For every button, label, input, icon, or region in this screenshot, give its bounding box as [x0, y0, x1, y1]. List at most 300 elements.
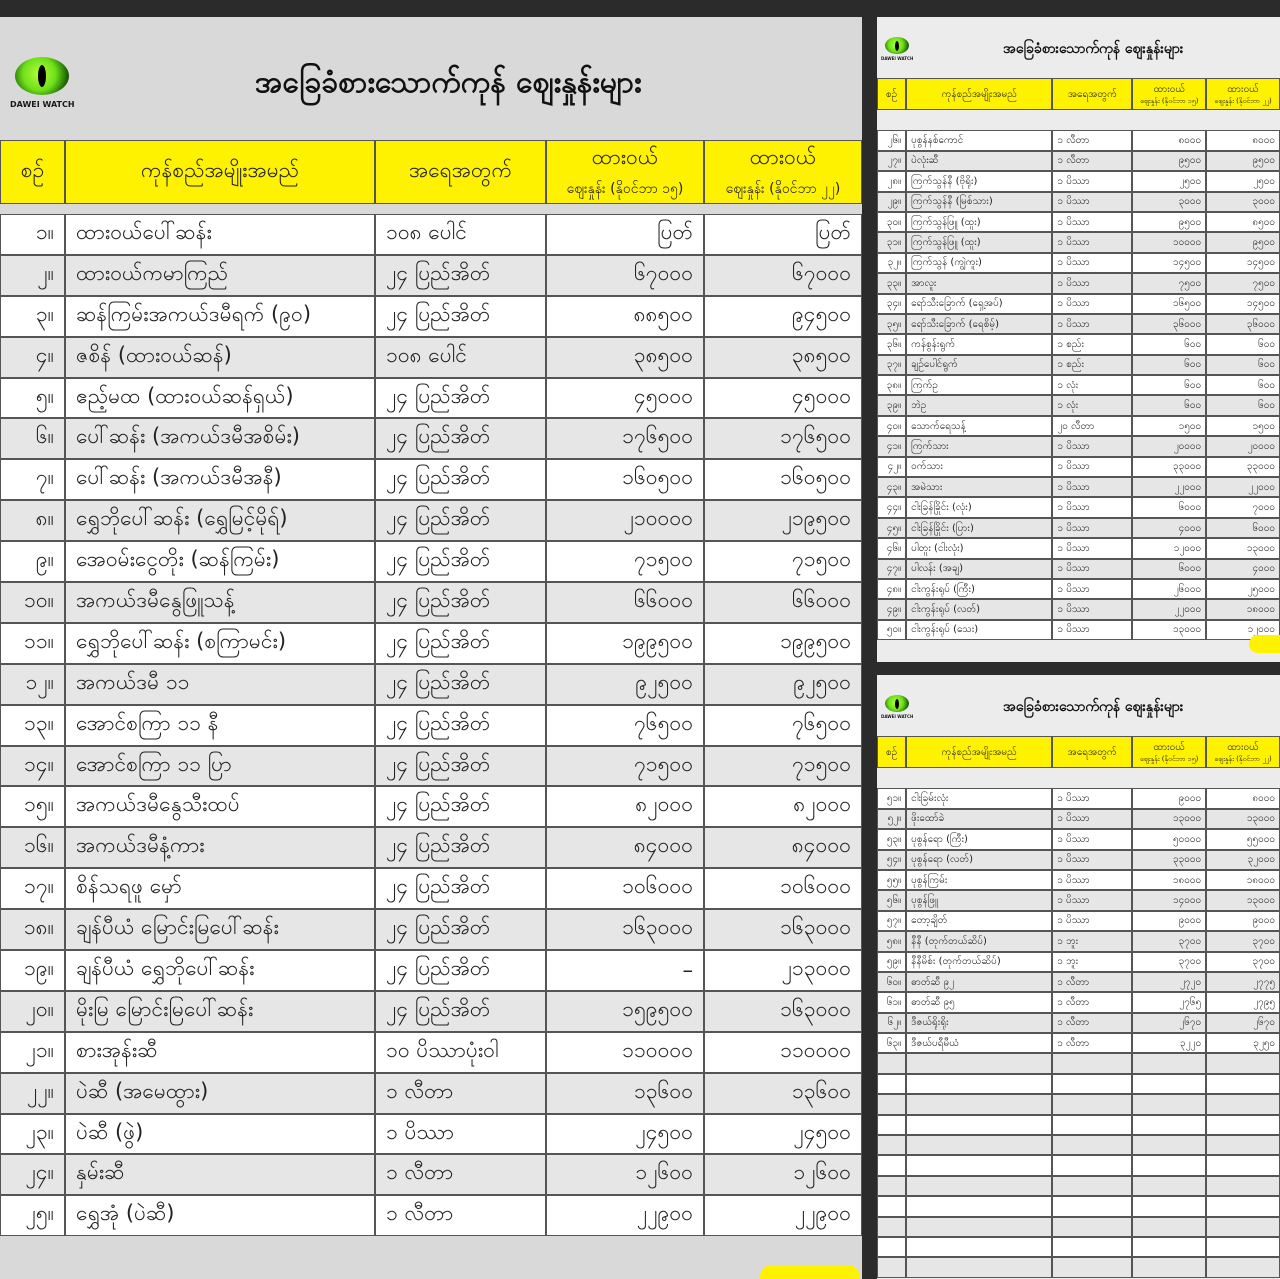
item-name-cell: ပေါ်ဆန်း (အကယ်ဒမီအနီ) — [65, 459, 375, 500]
item-name-cell: ဖိုးထော်ခဲ — [906, 809, 1052, 829]
price-nov15-cell: ၃၀၀၀ — [1132, 192, 1206, 212]
price-nov15-cell: ၈၈၅၀၀ — [546, 296, 704, 337]
price-nov22-cell: ၇၁၅၀၀ — [704, 746, 862, 787]
row-number-cell: ၄၂။ — [877, 457, 906, 477]
item-name-cell: ပုစွန်ရော (လတ်) — [906, 850, 1052, 870]
price-nov15-cell: ၇၁၅၀၀ — [546, 746, 704, 787]
item-name-cell: ပဲဆီ (ဖွဲ) — [65, 1114, 375, 1155]
price-nov15-cell: ၄၅၀၀၀ — [546, 378, 704, 419]
col-header-price-2-line1: ထားဝယ် — [1227, 741, 1259, 753]
price-nov15-cell: ၂၀၀၀၀ — [1132, 436, 1206, 456]
price-nov15-cell: ၂၇၂၀ — [1132, 972, 1206, 992]
item-name-cell: သောက်ရေသန့် — [906, 416, 1052, 436]
row-number-cell: ၃၀။ — [877, 212, 906, 232]
unit-cell: ၁ လုံး — [1052, 395, 1132, 415]
price-nov22-cell: ၉၀၀၀ — [1206, 911, 1280, 931]
row-number-cell: ၁။ — [0, 214, 65, 255]
price-nov22-cell: ၁၆၃၀၀၀ — [704, 909, 862, 950]
unit-cell: ၁ ပိဿာ — [1052, 538, 1132, 558]
table-row — [877, 992, 1280, 1012]
table-row — [0, 337, 862, 378]
table-row — [877, 850, 1280, 870]
price-nov15-cell: ၁၉၉၅၀၀ — [546, 623, 704, 664]
col-header-price-1-line1: ထားဝယ် — [591, 145, 659, 169]
unit-cell: ၂၄ ပြည်အိတ် — [375, 868, 546, 909]
price-nov22-cell: ၁၆၀၅၀၀ — [704, 459, 862, 500]
unit-cell: ၁ ပိဿာ — [1052, 477, 1132, 497]
empty-cell — [1132, 1094, 1206, 1114]
row-number-cell: ၂၆။ — [877, 130, 906, 150]
table-row — [0, 1114, 862, 1155]
price-nov15-cell: ၃၇၀၀ — [1132, 931, 1206, 951]
col-header-no: စဉ် — [877, 736, 906, 768]
item-name-cell: ကြက်သွန်နီ (ဗိုရိုး) — [906, 171, 1052, 191]
row-number-cell: ၄၄။ — [877, 497, 906, 517]
empty-cell — [1132, 1257, 1206, 1277]
price-nov22-cell: ၇၆၅၀၀ — [704, 705, 862, 746]
empty-cell — [877, 1155, 906, 1175]
price-nov15-cell: ၂၆၇၀ — [1132, 1013, 1206, 1033]
price-nov22-cell: ၃၈၅၀၀ — [704, 337, 862, 378]
table-row — [877, 829, 1280, 849]
price-nov22-cell: ၇၅၀၀ — [1206, 273, 1280, 293]
empty-table-row — [877, 1074, 1280, 1094]
row-number-cell: ၅၂။ — [877, 809, 906, 829]
empty-table-row — [877, 1196, 1280, 1216]
item-name-cell: အကယ်ဒမီနွေဖြူသန့် — [65, 582, 375, 623]
unit-cell: ၁ ပိဿာ — [375, 1114, 546, 1155]
empty-cell — [877, 1135, 906, 1155]
table-row — [877, 416, 1280, 436]
unit-cell: ၁ ပိဿာ — [1052, 436, 1132, 456]
empty-cell — [1132, 1196, 1206, 1216]
item-name-cell: ထားဝယ်ကမာကြည် — [65, 255, 375, 296]
price-nov15-cell: ၂၅၀၀ — [1132, 171, 1206, 191]
table-row — [0, 868, 862, 909]
unit-cell: ၁ လီတာ — [1052, 1033, 1132, 1053]
col-header-item: ကုန်စည်အမျိုးအမည် — [906, 78, 1052, 110]
price-nov22-cell: ၃၂၀၀၀ — [1206, 850, 1280, 870]
table-row — [0, 827, 862, 868]
row-number-cell: ၁၀။ — [0, 582, 65, 623]
item-name-cell: ထားဝယ်ပေါ်ဆန်း — [65, 214, 375, 255]
table-row — [877, 931, 1280, 951]
price-nov15-cell: ၁၁၀၀၀၀ — [546, 1032, 704, 1073]
row-number-cell: ၉။ — [0, 541, 65, 582]
price-nov22-cell: ၈၀၀၀ — [1206, 130, 1280, 150]
table-row — [0, 541, 862, 582]
table-row — [877, 273, 1280, 293]
price-nov15-cell: ၁၅၀၀ — [1132, 416, 1206, 436]
col-header-price-1-line2: ဈေးနှုန်း (နိုဝင်ဘာ ၁၅) — [566, 181, 684, 197]
col-header-price-2 — [1206, 78, 1280, 110]
item-name-cell: ငါးခြန်ခြိုင်း (လုံး) — [906, 497, 1052, 517]
unit-cell: ၁ ပိဿာ — [1052, 497, 1132, 517]
price-nov15-cell: ၂၂၀၀၀ — [1132, 477, 1206, 497]
table-row — [877, 518, 1280, 538]
table-row — [877, 1013, 1280, 1033]
empty-cell — [906, 1196, 1052, 1216]
unit-cell: ၁ ပိဿာ — [1052, 518, 1132, 538]
empty-cell — [1052, 1155, 1132, 1175]
price-nov22-cell: ၁၈၀၀၀ — [1206, 870, 1280, 890]
empty-cell — [1206, 1155, 1280, 1175]
table-row — [877, 538, 1280, 558]
item-name-cell: ငါးခြန်ခြိုင်း (ပြား) — [906, 518, 1052, 538]
table-row — [877, 870, 1280, 890]
unit-cell: ၂၄ ပြည်အိတ် — [375, 459, 546, 500]
empty-cell — [906, 1074, 1052, 1094]
empty-cell — [1052, 1094, 1132, 1114]
table-row — [877, 294, 1280, 314]
price-nov15-cell: ၁၈၀၀၀ — [1132, 870, 1206, 890]
row-number-cell: ၆၃။ — [877, 1033, 906, 1053]
price-nov22-cell: ၂၂၀၀၀ — [1206, 477, 1280, 497]
item-name-cell: ငါးကွန်းရုပ် (ကြီး) — [906, 579, 1052, 599]
item-name-cell: ကြက်ဥ — [906, 375, 1052, 395]
eye-icon — [15, 57, 69, 95]
empty-cell — [877, 1094, 906, 1114]
table-row — [0, 909, 862, 950]
unit-cell: ၁ လီတာ — [1052, 1013, 1132, 1033]
empty-cell — [1052, 1053, 1132, 1073]
price-nov22-cell: ၄၅၀၀၀ — [704, 378, 862, 419]
row-number-cell: ၂၃။ — [0, 1114, 65, 1155]
unit-cell: ၁ ပိဿာ — [1052, 620, 1132, 640]
empty-table-row — [877, 1053, 1280, 1073]
unit-cell: ၂၄ ပြည်အိတ် — [375, 950, 546, 991]
col-header-price-1 — [1132, 78, 1206, 110]
price-nov22-cell: ၈၀၀၀ — [1206, 788, 1280, 808]
table-row — [877, 436, 1280, 456]
price-nov22-cell: ၁၅၀၀ — [1206, 416, 1280, 436]
unit-cell: ၁ ပိဿာ — [1052, 212, 1132, 232]
table-row — [877, 477, 1280, 497]
price-nov15-cell: ၁၃၀၀၀ — [1132, 809, 1206, 829]
price-nov15-cell: ၆၇၀၀၀ — [546, 255, 704, 296]
unit-cell: ၂၄ ပြည်အိတ် — [375, 582, 546, 623]
row-number-cell: ၂၀။ — [0, 991, 65, 1032]
price-nov22-cell: ၁၈၀၀၀ — [1206, 599, 1280, 619]
empty-cell — [1052, 1176, 1132, 1196]
price-nov15-cell: ၃၃၀၀၀ — [1132, 850, 1206, 870]
empty-cell — [877, 1053, 906, 1073]
item-name-cell: ဘဲဥ — [906, 395, 1052, 415]
item-name-cell: ဓာတ်ဆီ ၉၅ — [906, 992, 1052, 1012]
row-number-cell: ၆၂။ — [877, 1013, 906, 1033]
col-header-unit: အရေအတွက် — [1052, 736, 1132, 768]
unit-cell: ၁၀ ပိဿာပုံးဝါ — [375, 1032, 546, 1073]
row-number-cell: ၄၈။ — [877, 579, 906, 599]
price-nov22-cell: ၉၅၀၀ — [1206, 151, 1280, 171]
table-row — [877, 952, 1280, 972]
row-number-cell: ၃၆။ — [877, 334, 906, 354]
dawei-watch-logo — [881, 37, 913, 61]
table-row — [0, 1032, 862, 1073]
price-nov22-cell: ၁၉၉၅၀၀ — [704, 623, 862, 664]
unit-cell: ၁ ပိဿာ — [1052, 579, 1132, 599]
unit-cell: ၁ လီတာ — [1052, 992, 1132, 1012]
row-number-cell: ၁၉။ — [0, 950, 65, 991]
row-number-cell: ၈။ — [0, 500, 65, 541]
item-name-cell: စားအုန်းဆီ — [65, 1032, 375, 1073]
row-number-cell: ၃၇။ — [877, 355, 906, 375]
price-nov22-cell: ၆၇၀၀၀ — [704, 255, 862, 296]
price-nov15-cell: ၇၁၅၀၀ — [546, 541, 704, 582]
unit-cell: ၂၄ ပြည်အိတ် — [375, 378, 546, 419]
table-row — [877, 334, 1280, 354]
unit-cell: ၁ ပိဿာ — [1052, 457, 1132, 477]
table-row — [0, 459, 862, 500]
price-nov15-cell: ၃၆၀၀၀ — [1132, 314, 1206, 334]
item-name-cell: ဇစိန် (ထားဝယ်ဆန်) — [65, 337, 375, 378]
row-number-cell: ၄၆။ — [877, 538, 906, 558]
price-nov15-cell: ၃၈၅၀၀ — [546, 337, 704, 378]
empty-cell — [877, 1257, 906, 1277]
price-nov22-cell: ၉၂၅၀၀ — [704, 664, 862, 705]
row-number-cell: ၅၉။ — [877, 952, 906, 972]
table-row — [0, 950, 862, 991]
price-nov15-cell: ၁၇၆၅၀၀ — [546, 418, 704, 459]
unit-cell: ၁ ပိဿာ — [1052, 192, 1132, 212]
dawei-watch-logo — [10, 57, 75, 109]
table-row — [0, 991, 862, 1032]
row-number-cell: ၅၀။ — [877, 620, 906, 640]
col-header-price-1-line2: ဈေးနှုန်း (နိုဝင်ဘာ ၁၅) — [1140, 96, 1199, 105]
price-nov15-cell: ၈၂၀၀၀ — [546, 786, 704, 827]
brand-name: DAWEI WATCH — [881, 714, 914, 719]
empty-cell — [906, 1155, 1052, 1175]
unit-cell: ၁ ဘူး — [1052, 952, 1132, 972]
item-name-cell: ဆန်ကြမ်းအကယ်ဒမီရက် (၉၀) — [65, 296, 375, 337]
price-nov15-cell: ၂၇၆၅ — [1132, 992, 1206, 1012]
row-number-cell: ၃၂။ — [877, 253, 906, 273]
row-number-cell: ၆။ — [0, 418, 65, 459]
row-number-cell: ၂၈။ — [877, 171, 906, 191]
unit-cell: ၁ ဘူး — [1052, 931, 1132, 951]
item-name-cell: ပဲဆီ (အမေထွား) — [65, 1073, 375, 1114]
price-nov15-cell: ၃၂၂၀ — [1132, 1033, 1206, 1053]
empty-cell — [1132, 1053, 1206, 1073]
empty-cell — [906, 1135, 1052, 1155]
unit-cell: ၁ စည်း — [1052, 334, 1132, 354]
price-nov15-cell: ၁၀၆၀၀၀ — [546, 868, 704, 909]
item-name-cell: တော့ချိတ် — [906, 911, 1052, 931]
table-row — [877, 497, 1280, 517]
price-nov22-cell: ၂၂၉၀၀ — [704, 1195, 862, 1236]
table-row — [877, 599, 1280, 619]
table-row — [0, 296, 862, 337]
price-nov15-cell: ၁၂၀၀၀ — [1132, 538, 1206, 558]
empty-cell — [1132, 1074, 1206, 1094]
empty-table-row — [877, 1237, 1280, 1257]
item-name-cell: ကြက်သွန် (ကျွဲကူး) — [906, 253, 1052, 273]
price-nov22-cell: ၄၀၀၀ — [1206, 559, 1280, 579]
row-number-cell: ၃၄။ — [877, 294, 906, 314]
price-nov22-cell: ၁၄၅၀၀ — [1206, 294, 1280, 314]
empty-cell — [877, 1176, 906, 1196]
col-header-item: ကုန်စည်အမျိုးအမည် — [906, 736, 1052, 768]
col-header-price-2-line1: ထားဝယ် — [1227, 83, 1259, 95]
price-nov22-cell: ၂၄၅၀၀ — [704, 1114, 862, 1155]
col-header-price-2-line2: ဈေးနှုန်း (နိုဝင်ဘာ ၂၂) — [1214, 754, 1272, 763]
empty-cell — [1206, 1176, 1280, 1196]
item-name-cell: ဓာတ်ဆီ ၉၂ — [906, 972, 1052, 992]
unit-cell: ၁ လီတာ — [1052, 972, 1132, 992]
item-name-cell: စိန်သရဖူ မှော် — [65, 868, 375, 909]
price-nov22-cell: ၁၁၀၀၀၀ — [704, 1032, 862, 1073]
table-row — [0, 1073, 862, 1114]
item-name-cell: ပုစွန်နစ်ကောင် — [906, 130, 1052, 150]
empty-cell — [1132, 1115, 1206, 1135]
item-name-cell: အောင်စကြာ ၁၁ ပြာ — [65, 746, 375, 787]
eye-icon — [885, 37, 909, 54]
table-row — [877, 972, 1280, 992]
item-name-cell: အကယ်ဒမီနံ့ကား — [65, 827, 375, 868]
row-number-cell: ၂၁။ — [0, 1032, 65, 1073]
unit-cell: ၁ လီတာ — [1052, 151, 1132, 171]
unit-cell: ၁ စည်း — [1052, 355, 1132, 375]
table-row — [877, 253, 1280, 273]
price-nov15-cell: ၁၆၅၀၀ — [1132, 294, 1206, 314]
price-sheet-main — [0, 17, 862, 1279]
page-title: အခြေခံစားသောက်ကုန် ဈေးနှုန်းများ — [255, 65, 642, 100]
item-name-cell: ကြက်သွန်ဖြူ (ထူး) — [906, 232, 1052, 252]
empty-cell — [1206, 1135, 1280, 1155]
row-number-cell: ၂၉။ — [877, 192, 906, 212]
price-nov15-cell: ၆၀၀ — [1132, 334, 1206, 354]
row-number-cell: ၂၄။ — [0, 1154, 65, 1195]
table-row — [0, 623, 862, 664]
empty-cell — [1132, 1155, 1206, 1175]
row-number-cell: ၅၇။ — [877, 911, 906, 931]
price-nov22-cell: ၁၂၀၀၀ — [1206, 620, 1280, 640]
row-number-cell: ၁၇။ — [0, 868, 65, 909]
row-number-cell: ၁၁။ — [0, 623, 65, 664]
item-name-cell: ရွှေဘိုပေါ်ဆန်း (စကြာမင်း) — [65, 623, 375, 664]
unit-cell: ၂၄ ပြည်အိတ် — [375, 909, 546, 950]
price-nov15-cell: ၁၄၀၀၀ — [1132, 890, 1206, 910]
row-number-cell: ၃၉။ — [877, 395, 906, 415]
empty-cell — [1132, 1176, 1206, 1196]
price-nov15-cell: ၂၆၀၀၀ — [1132, 579, 1206, 599]
brand-name: DAWEI WATCH — [881, 56, 914, 61]
unit-cell: ၂၄ ပြည်အိတ် — [375, 541, 546, 582]
brand-name: DAWEI WATCH — [10, 100, 75, 109]
price-nov22-cell: ၆၀၀ — [1206, 334, 1280, 354]
item-name-cell: ကြက်သွန်နီ (မြစ်သား) — [906, 192, 1052, 212]
table-row — [877, 809, 1280, 829]
item-name-cell: ဒီဇယ်ရိုးရိုး — [906, 1013, 1052, 1033]
unit-cell: ၁ ပိဿာ — [1052, 232, 1132, 252]
table-row — [0, 1195, 862, 1236]
empty-cell — [1132, 1135, 1206, 1155]
price-nov22-cell: ၇၀၀၀ — [1206, 497, 1280, 517]
table-row — [0, 664, 862, 705]
item-name-cell: ပုစွန်ကြမ်း — [906, 870, 1052, 890]
price-nov15-cell: ၆၀၀ — [1132, 355, 1206, 375]
unit-cell: ၁၀၈ ပေါင် — [375, 337, 546, 378]
item-name-cell: ရော်သီးခြောက် (ရှေ့အပ်) — [906, 294, 1052, 314]
row-number-cell: ၁၄။ — [0, 746, 65, 787]
price-nov22-cell: ၃၇၀၀ — [1206, 931, 1280, 951]
empty-cell — [906, 1115, 1052, 1135]
price-nov15-cell: ၁၄၅၀၀ — [1132, 253, 1206, 273]
table-row — [877, 788, 1280, 808]
price-nov15-cell: ၃၇၀၀ — [1132, 952, 1206, 972]
price-nov15-cell: ၉၂၅၀၀ — [546, 664, 704, 705]
price-nov22-cell: ၃၆၀၀၀ — [1206, 314, 1280, 334]
dawei-watch-logo — [881, 695, 913, 719]
empty-cell — [1206, 1237, 1280, 1257]
price-nov22-cell: ၇၁၅၀၀ — [704, 541, 862, 582]
price-nov22-cell: ၅၅၀၀၀ — [1206, 829, 1280, 849]
item-name-cell: ငါးကွန်းရုပ် (သေး) — [906, 620, 1052, 640]
table-row — [877, 212, 1280, 232]
empty-cell — [1132, 1237, 1206, 1257]
row-number-cell: ၃၅။ — [877, 314, 906, 334]
empty-cell — [1052, 1237, 1132, 1257]
table-row — [877, 314, 1280, 334]
empty-cell — [877, 1217, 906, 1237]
empty-cell — [1052, 1074, 1132, 1094]
table-row — [0, 255, 862, 296]
table-row — [0, 500, 862, 541]
price-sheet-2 — [877, 17, 1280, 662]
unit-cell: ၁ လီတာ — [1052, 130, 1132, 150]
item-name-cell: ပုစွန်ရော (ကြီး) — [906, 829, 1052, 849]
row-number-cell: ၅၄။ — [877, 850, 906, 870]
unit-cell: ၁ ပိဿာ — [1052, 171, 1132, 191]
empty-cell — [1206, 1053, 1280, 1073]
row-number-cell: ၂၅။ — [0, 1195, 65, 1236]
table-row — [0, 705, 862, 746]
unit-cell: ၁ ပိဿာ — [1052, 253, 1132, 273]
item-name-cell: ချန်ပီယံ မြောင်းမြပေါ်ဆန်း — [65, 909, 375, 950]
row-number-cell: ၃၁။ — [877, 232, 906, 252]
price-nov15-cell: ၁၆၃၀၀၀ — [546, 909, 704, 950]
row-number-cell: ၄။ — [0, 337, 65, 378]
row-number-cell: ၅၅။ — [877, 870, 906, 890]
empty-cell — [877, 1074, 906, 1094]
price-nov22-cell: ၂၅၀၀၀ — [1206, 579, 1280, 599]
empty-table-row — [877, 1094, 1280, 1114]
row-number-cell: ၂၂။ — [0, 1073, 65, 1114]
empty-cell — [906, 1217, 1052, 1237]
col-header-price-2 — [1206, 736, 1280, 768]
price-nov22-cell: ၁၃၀၀၀ — [1206, 538, 1280, 558]
row-number-cell: ၄၅။ — [877, 518, 906, 538]
col-header-item: ကုန်စည်အမျိုးအမည် — [65, 140, 375, 204]
item-name-cell: အမဲသား — [906, 477, 1052, 497]
empty-cell — [906, 1257, 1052, 1277]
empty-table-row — [877, 1155, 1280, 1175]
unit-cell: ၂၄ ပြည်အိတ် — [375, 746, 546, 787]
empty-cell — [906, 1053, 1052, 1073]
price-nov15-cell: ၂၁၀၀၀၀ — [546, 500, 704, 541]
col-header-price-2-line1: ထားဝယ် — [749, 145, 817, 169]
price-nov22-cell: ၃၃၀၀၀ — [1206, 457, 1280, 477]
unit-cell: ၁ ပိဿာ — [1052, 273, 1132, 293]
table-row — [0, 214, 862, 255]
unit-cell: ၁၀၈ ပေါင် — [375, 214, 546, 255]
price-nov15-cell: ၆၆၀၀၀ — [546, 582, 704, 623]
price-nov22-cell: ၆၆၀၀၀ — [704, 582, 862, 623]
unit-cell: ၂၄ ပြည်အိတ် — [375, 418, 546, 459]
price-nov15-cell: ၇၅၀၀ — [1132, 273, 1206, 293]
price-nov22-cell: ၂၇၇၅ — [1206, 972, 1280, 992]
item-name-cell: အေဝမ်းငွေတိုး (ဆန်ကြမ်း) — [65, 541, 375, 582]
